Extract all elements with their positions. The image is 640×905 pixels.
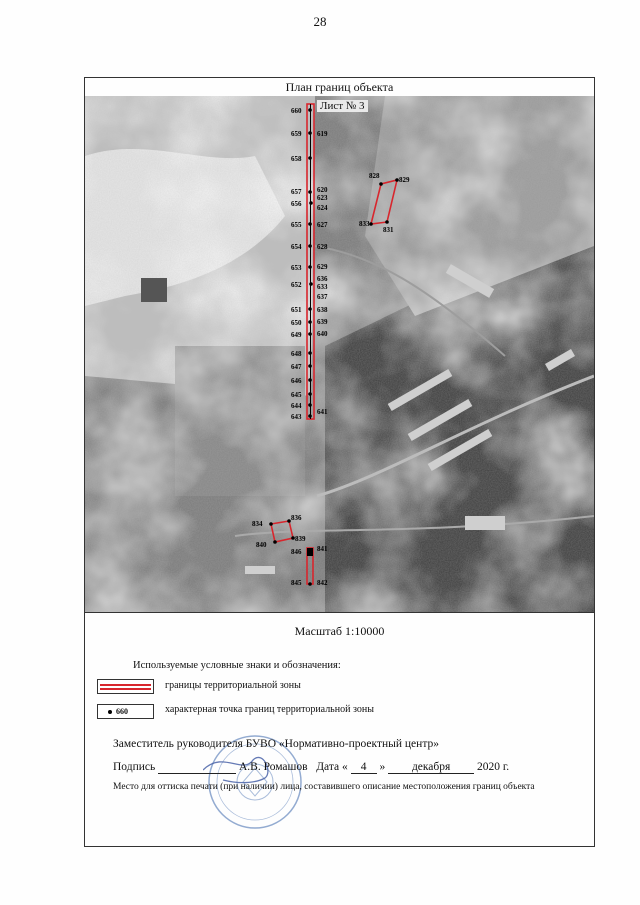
point-label: 846 <box>291 548 302 556</box>
point-label: 623 <box>317 194 328 202</box>
point-label: 839 <box>295 535 306 543</box>
point-label: 655 <box>291 221 302 229</box>
date-year: 2020 г. <box>477 761 510 773</box>
signer-name: А.В. Ромашов <box>238 761 308 773</box>
point-label: 840 <box>256 541 267 549</box>
point-label: 620 <box>317 186 328 194</box>
point-label: 633 <box>317 283 328 291</box>
point-label: 845 <box>291 579 302 587</box>
point-dot-icon <box>108 710 112 714</box>
point-label: 660 <box>291 107 302 115</box>
date-day: 4 <box>351 761 377 774</box>
point-label: 829 <box>399 176 410 184</box>
signature-label: Подпись <box>113 761 156 773</box>
point-label: 637 <box>317 293 328 301</box>
point-label: 643 <box>291 413 302 421</box>
point-label: 619 <box>317 130 328 138</box>
point-label: 658 <box>291 155 302 163</box>
point-label: 831 <box>383 226 394 234</box>
point-label: 833 <box>359 220 370 228</box>
point-label: 657 <box>291 188 302 196</box>
date-separator: » <box>379 761 386 773</box>
point-label: 841 <box>317 545 328 553</box>
point-label: 627 <box>317 221 328 229</box>
point-label: 645 <box>291 391 302 399</box>
date-label: Дата « <box>316 761 348 773</box>
map-graphic <box>85 96 594 612</box>
signature-line <box>158 761 236 774</box>
legend-title: Используемые условные знаки и обозначения: <box>133 660 341 671</box>
map-scale: Масштаб 1:10000 <box>294 624 385 638</box>
legend-point-symbol <box>97 704 154 719</box>
point-label: 628 <box>317 243 328 251</box>
point-label: 834 <box>252 520 263 528</box>
plan-frame <box>84 77 595 847</box>
point-label: 648 <box>291 350 302 358</box>
point-label: 653 <box>291 264 302 272</box>
signer-title: Заместитель руководителя БУВО «Нормативно-проектный центр» <box>113 738 439 750</box>
plan-title: План границ объекта <box>85 78 594 97</box>
legend-line-symbol <box>97 679 154 694</box>
point-label: 629 <box>317 263 328 271</box>
point-label: 644 <box>291 402 302 410</box>
legend-line-label: границы территориальной зоны <box>165 680 301 691</box>
point-label: 638 <box>317 306 328 314</box>
point-label: 659 <box>291 130 302 138</box>
point-label: 647 <box>291 363 302 371</box>
point-label: 641 <box>317 408 328 416</box>
point-label: 640 <box>317 330 328 338</box>
date-month: декабря <box>388 761 474 774</box>
point-label: 842 <box>317 579 328 587</box>
satellite-map <box>85 96 594 613</box>
point-label: 636 <box>317 275 328 283</box>
point-label: 828 <box>369 172 380 180</box>
point-label: 654 <box>291 243 302 251</box>
sheet-label: Лист № 3 <box>317 100 368 112</box>
point-label: 650 <box>291 319 302 327</box>
legend-point-sample: 660 <box>116 707 128 716</box>
legend-point-label: характерная точка границ территориальной зоны <box>165 704 374 715</box>
stamp-note: Место для оттиска печати (при наличии) лица, составившего описание местоположения границ объекта <box>113 782 535 792</box>
point-label: 649 <box>291 331 302 339</box>
point-label: 651 <box>291 306 302 314</box>
point-label: 656 <box>291 200 302 208</box>
point-label: 646 <box>291 377 302 385</box>
page-number: 28 <box>313 14 327 29</box>
signature-row <box>113 761 509 774</box>
point-label: 836 <box>291 514 302 522</box>
point-label: 639 <box>317 318 328 326</box>
point-label: 624 <box>317 204 328 212</box>
point-label: 652 <box>291 281 302 289</box>
